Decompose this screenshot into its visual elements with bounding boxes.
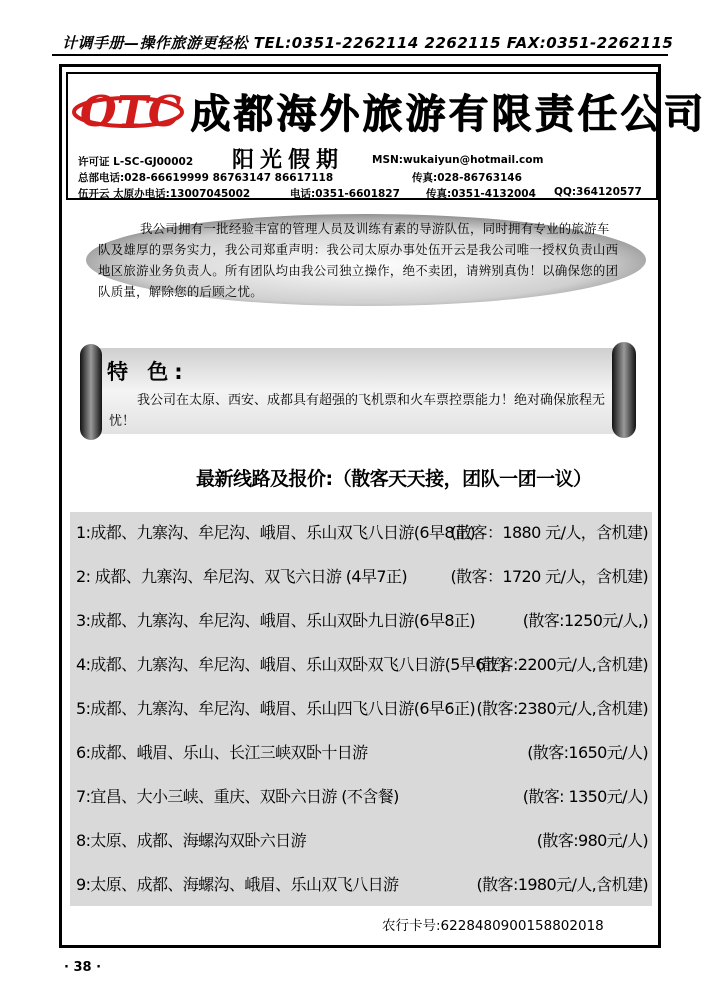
- route-price: (散客:980元/人): [536, 831, 648, 850]
- company-name: 成都海外旅游有限责任公司: [190, 91, 706, 137]
- route-price: (散客：1880 元/人，含机建): [450, 523, 648, 542]
- route-price: (散客:1980元/人,含机建): [476, 875, 648, 894]
- route-name: 5:成都、九寨沟、牟尼沟、峨眉、乐山四飞八日游(6早6正): [76, 699, 476, 718]
- route-item: [76, 872, 648, 898]
- logo-text: OTC: [80, 87, 182, 134]
- bank-card-number: 农行卡号:6228480900158802018: [382, 918, 604, 934]
- route-price: (散客:2200元/人,含机建): [476, 655, 648, 674]
- page-number: · 38 ·: [64, 960, 102, 975]
- license-number: 许可证 L-SC-GJ00002: [78, 156, 194, 168]
- route-name: 1:成都、九寨沟、牟尼沟、峨眉、乐山双飞八日游(6早8正): [76, 523, 476, 542]
- otc-logo: [70, 82, 186, 134]
- hq-phone: 总部电话:028-66619999 86763147 86617118: [78, 172, 334, 184]
- branch-phone: 电话:0351-6601827: [290, 188, 400, 200]
- route-name: 4:成都、九寨沟、牟尼沟、峨眉、乐山双卧双飞八日游(5早6正): [76, 655, 506, 674]
- route-name: 8:太原、成都、海螺沟双卧六日游: [76, 831, 306, 850]
- route-name: 3:成都、九寨沟、牟尼沟、峨眉、乐山双卧九日游(6早8正): [76, 611, 476, 630]
- route-price: (散客:1650元/人): [527, 743, 648, 762]
- branch-contact: 伍开云 太原办电话:13007045002: [78, 188, 251, 200]
- route-price: (散客：1720 元/人，含机建): [450, 567, 648, 586]
- route-item: [76, 784, 648, 810]
- route-item: [76, 564, 648, 590]
- route-price: (散客:1250元/人,): [522, 611, 648, 630]
- route-item: [76, 520, 648, 546]
- msn-contact: MSN:wukaiyun@hotmail.com: [372, 154, 544, 166]
- header-rule: [52, 54, 668, 56]
- route-name: 9:太原、成都、海螺沟、峨眉、乐山双飞八日游: [76, 875, 399, 894]
- route-item: [76, 828, 648, 854]
- route-price: (散客:2380元/人,含机建): [476, 699, 648, 718]
- features-title: 特 色:: [107, 360, 189, 384]
- route-item: [76, 696, 648, 722]
- routes-title: 最新线路及报价:（散客天天接，团队一团一议）: [196, 468, 592, 490]
- page-header: 计调手册—操作旅游更轻松 TEL:0351-2262114 2262115 FAX:0351-2262115: [62, 34, 674, 52]
- qq-contact: QQ:364120577: [554, 186, 642, 198]
- features-text: 我公司在太原、西安、成都具有超强的飞机票和火车票控票能力！绝对确保旅程无忧！: [109, 393, 606, 429]
- hq-fax: 传真:028-86763146: [412, 172, 522, 184]
- route-price: (散客: 1350元/人): [522, 787, 648, 806]
- route-item: [76, 608, 648, 634]
- intro-text: 我公司拥有一批经验丰富的管理人员及训练有素的导游队伍，同时拥有专业的旅游车队及雄厚的票务实力，我公司郑重声明：我公司太原办事处伍开云是我公司唯一授权负责山西地区旅游业务负责人。所有团队均由我公司独立操作，绝不卖团，请辨别真伪！以确保您的团队质量，解除您的后顾之忧。: [98, 221, 619, 299]
- route-item: [76, 740, 648, 766]
- route-name: 6:成都、峨眉、乐山、长江三峡双卧十日游: [76, 743, 368, 762]
- route-item: [76, 652, 648, 678]
- branch-fax: 传真:0351-4132004: [426, 188, 536, 200]
- route-name: 7:宜昌、大小三峡、重庆、双卧六日游 (不含餐): [76, 787, 399, 806]
- brand-name: 阳光假期: [232, 148, 345, 173]
- route-name: 2: 成都、九寨沟、牟尼沟、双飞六日游 (4早7正): [76, 567, 407, 586]
